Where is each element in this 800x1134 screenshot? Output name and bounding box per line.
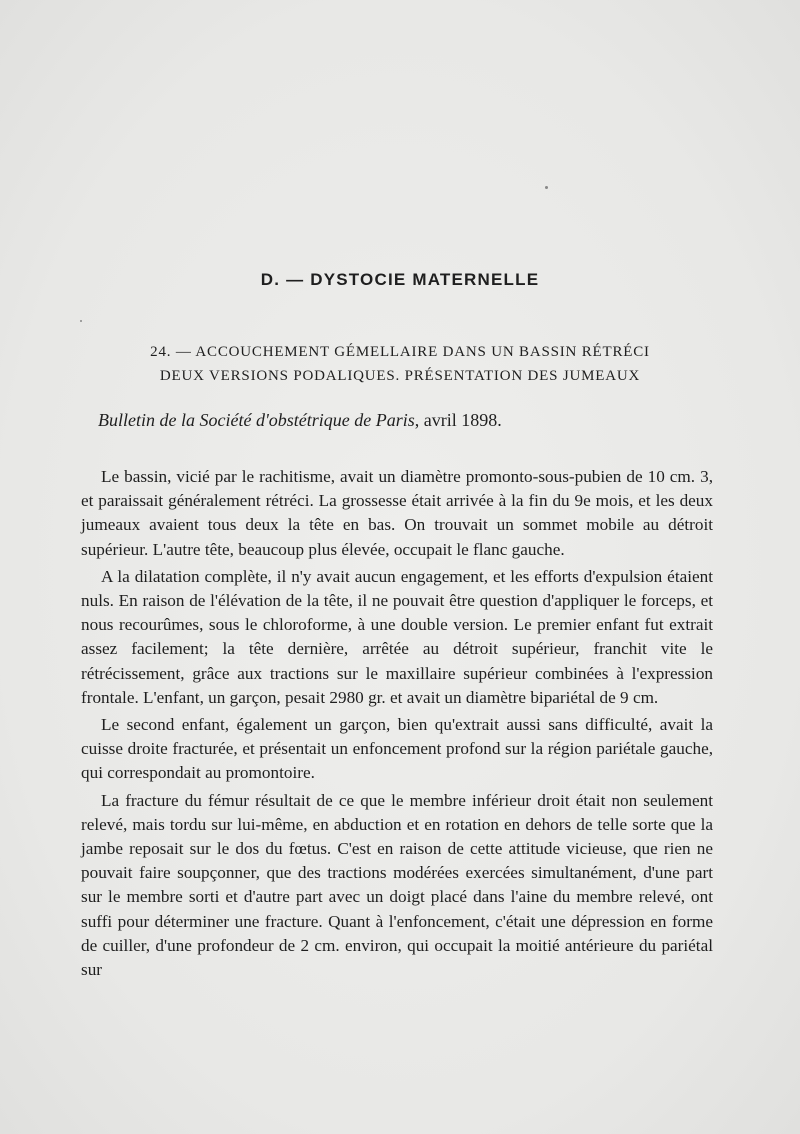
paragraph: Le bassin, vicié par le rachitisme, avait un diamètre promonto-sous-pubien de 10 cm. 3, et paraissait généralement rétréci. La grossesse était arrivée à la fin du 9e mois, et les deux jumeaux avaient tous deux la tête en bas. On trouvait un sommet mobile au détroit supérieur. L'autre tête, beaucoup plus élevée, occupait le flanc gauche.: [81, 467, 713, 559]
section-title: D. — DYSTOCIE MATERNELLE: [260, 270, 540, 289]
paper-speck: [80, 320, 82, 322]
article-title-line-1: 24. — ACCOUCHEMENT GÉMELLAIRE DANS UN BASSIN RÉTRÉCI: [150, 344, 650, 360]
article-title-line-2: DEUX VERSIONS PODALIQUES. PRÉSENTATION DES JUMEAUX: [159, 368, 641, 384]
source-journal: Bulletin de la Société d'obstétrique de Paris: [98, 410, 415, 430]
paragraph: A la dilatation complète, il n'y avait aucun engagement, et les efforts d'expulsion étaient nuls. En raison de l'élévation de la tête, il ne pouvait être question d'appliquer le forceps, et nous recourûmes, sous le chloroforme, à une double version. Le premier enfant fut extrait assez facilement; la tête dernière, arrêtée au détroit supérieur, franchit vite le rétrécissement, grâce aux tractions sur le maxillaire supérieur combinées à l'expression frontale. L'enfant, un garçon, pesait 2980 gr. et avait un diamètre bipariétal de 9 cm.: [81, 566, 713, 707]
paragraph: Le second enfant, également un garçon, bien qu'extrait aussi sans difficulté, avait la cuisse droite fracturée, et présentait un enfoncement profond sur la région pariétale gauche, qui correspondait au promontoire.: [81, 715, 713, 783]
article-title: [120, 340, 680, 388]
article-body: [81, 465, 713, 985]
paragraph: La fracture du fémur résultait de ce que le membre inférieur droit était non seulement relevé, mais tordu sur lui-même, en abduction et en rotation en dehors de telle sorte que la jambe reposait sur le dos du fœtus. C'est en raison de cette attitude vicieuse, que rien ne pouvait faire soupçonner, que des tractions modérées exercées simultanément, d'une part sur le membre sorti et d'autre part avec un doigt placé dans l'aine du membre relevé, ont suffi pour déterminer une fracture. Quant à l'enfoncement, c'était une dépression en forme de cuiller, d'une profondeur de 2 cm. environ, qui occupait la moitié antérieure du pariétal sur: [81, 790, 713, 980]
source-citation: [98, 410, 502, 431]
source-date: , avril 1898.: [414, 410, 502, 430]
paper-speck: [545, 186, 548, 189]
